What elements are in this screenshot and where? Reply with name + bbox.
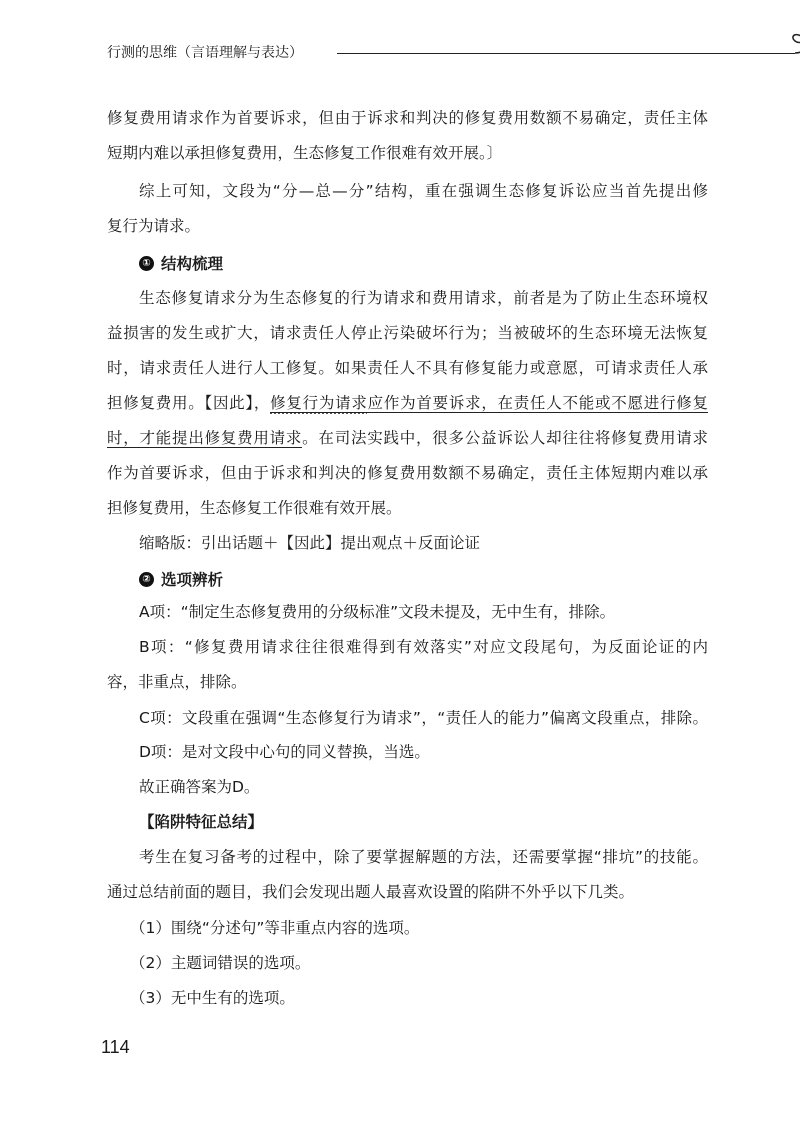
list-item: （1）围绕“分述句”等非重点内容的选项。	[130, 919, 420, 937]
text-line: 综上可知，文段为“分—总—分”结构，重在强调生态修复诉讼应当首先提出修	[139, 182, 708, 200]
text-line: 益损害的发生或扩大，请求责任人停止污染破坏行为；当被破坏的生态环境无法恢复	[107, 324, 708, 342]
text-line: 复行为请求。	[107, 217, 201, 235]
section-heading-structure	[139, 252, 223, 274]
dotted-keyword: 修复行为请求	[270, 394, 368, 412]
list-item: （3）无中生有的选项。	[130, 989, 295, 1007]
sprout-icon	[783, 28, 800, 62]
heading-text: 选项辨析	[161, 571, 224, 589]
text-line: 修复费用请求作为首要诉求，但由于诉求和判决的修复费用数额不易确定，责任主体	[107, 109, 708, 127]
option-b: B项：“修复费用请求往往很难得到有效落实”对应文段尾句，为反面论证的内	[139, 638, 708, 656]
underlined-text: 应作为首要诉求，在责任人不能或不愿进行修复	[367, 394, 708, 412]
text-line: 时，请求责任人进行人工修复。如果责任人不具有修复能力或意愿，可请求责任人承	[107, 359, 708, 377]
text-line: 生态修复请求分为生态修复的行为请求和费用请求，前者是为了防止生态环境权	[139, 289, 708, 307]
header-rule	[337, 53, 795, 54]
trap-heading: 【陷阱特征总结】	[139, 813, 264, 831]
condensed-summary: 缩略版：引出话题＋【因此】提出观点＋反面论证	[139, 534, 481, 552]
text-line	[107, 393, 708, 413]
text-line: 短期内难以承担修复费用，生态修复工作很难有效开展。〕	[107, 144, 503, 162]
option-b-cont: 容，非重点，排除。	[107, 673, 247, 691]
running-header	[107, 40, 717, 64]
text-segment: 。在司法实践中，很多公益诉讼人却往往将修复费用请求	[302, 429, 708, 447]
list-item: （2）主题词错误的选项。	[130, 954, 311, 972]
section-heading-options	[139, 568, 223, 590]
text-line: 担修复费用，生态修复工作很难有效开展。	[107, 499, 402, 517]
option-c: C项：文段重在强调“生态修复行为请求”，“责任人的能力”偏离文段重点，排除。	[139, 709, 708, 727]
page-number: 114	[101, 1037, 130, 1057]
underlined-text: 时，才能提出修复费用请求	[107, 429, 303, 447]
number-badge: ①	[139, 256, 154, 271]
heading-text: 结构梳理	[161, 255, 224, 273]
number-badge: ②	[139, 572, 154, 587]
text-line: 通过总结前面的题目，我们会发现出题人最喜欢设置的陷阱不外乎以下几类。	[107, 883, 635, 901]
underlined-thesis	[270, 394, 708, 413]
text-line: 作为首要诉求，但由于诉求和判决的修复费用数额不易确定，责任主体短期内难以承	[107, 464, 708, 482]
answer: 故正确答案为D。	[139, 778, 260, 796]
text-line: 考生在复习备考的过程中，除了要掌握解题的方法，还需要掌握“排坑”的技能。	[139, 848, 708, 866]
option-a: A项：“制定生态修复费用的分级标准”文段未提及，无中生有，排除。	[139, 603, 616, 621]
header-title: 行测的思维（言语理解与表达）	[107, 45, 303, 61]
text-segment: 担修复费用。【因此】，	[107, 394, 271, 412]
text-line	[107, 428, 708, 448]
option-d: D项：是对文段中心句的同义替换，当选。	[139, 743, 430, 761]
